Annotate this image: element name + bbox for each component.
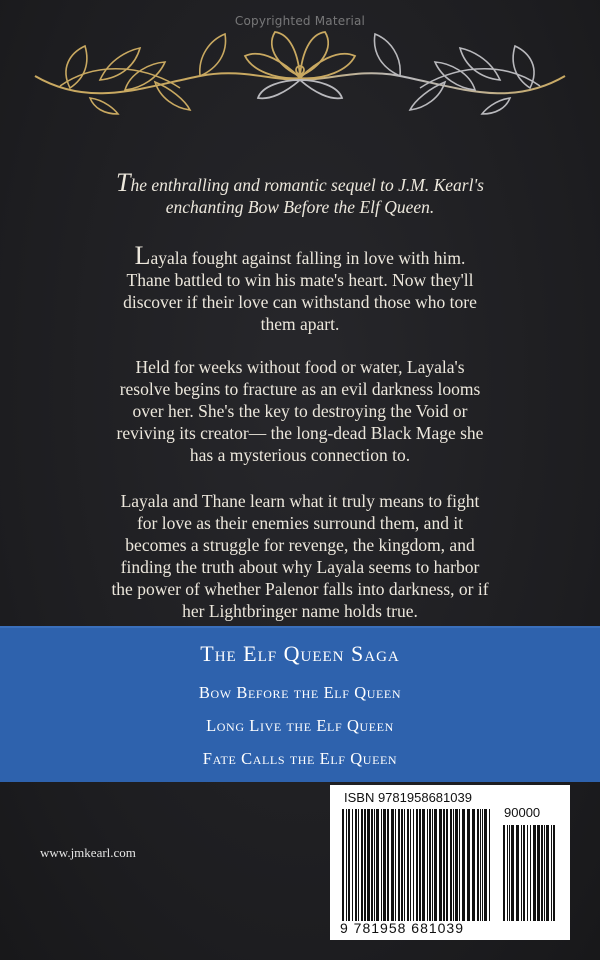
barcode-bar — [387, 809, 389, 921]
barcode-bar — [533, 825, 536, 921]
barcode-bar — [416, 809, 418, 921]
barcode-bar — [507, 825, 508, 921]
barcode-bar — [434, 809, 437, 921]
tagline — [36, 168, 564, 218]
barcode-bar — [355, 809, 357, 921]
barcode-bar — [376, 809, 379, 921]
barcode-addon-bars — [503, 825, 558, 921]
para1-dropcap: L — [134, 241, 151, 270]
para1-line-3: discover if their love can withstand those who tore — [123, 292, 477, 312]
tagline-line-1: he enthralling and romantic sequel to J.M. Kearl's — [130, 175, 484, 195]
barcode-bar — [361, 809, 363, 921]
barcode-bar — [467, 809, 470, 921]
barcode-bar — [427, 809, 428, 921]
para2-line-4: reviving its creator— the long-dead Black Mage she — [116, 423, 484, 443]
para2-line-2: resolve begins to fracture as an evil darkness looms — [119, 379, 481, 399]
barcode-bar — [401, 809, 403, 921]
barcode-bar — [391, 809, 394, 921]
series-band — [0, 626, 600, 782]
tagline-dropcap: T — [115, 168, 131, 197]
para2-line-3: over her. She's the key to destroying the Void or — [132, 401, 468, 421]
blurb-paragraph-1 — [36, 241, 564, 335]
barcode-bar — [459, 809, 460, 921]
barcode-digits: 9 781958 681039 — [340, 920, 464, 936]
copyright-watermark: Copyrighted Material — [234, 14, 366, 28]
para1-line-2: Thane battled to win his mate's heart. Now they'll — [126, 270, 474, 290]
para3-line-1: Layala and Thane learn what it truly means to fight — [120, 491, 480, 511]
barcode-bar — [364, 809, 366, 921]
series-book-1: Bow Before the Elf Queen — [198, 683, 402, 702]
barcode-bar — [489, 809, 490, 921]
barcode-bar — [450, 809, 452, 921]
isbn-label: ISBN 9781958681039 — [344, 790, 472, 805]
barcode-bar — [383, 809, 386, 921]
barcode-bar — [516, 825, 519, 921]
barcode-bar — [419, 809, 421, 921]
barcode-bar — [381, 809, 382, 921]
barcode-bar — [371, 809, 373, 921]
barcode-bar — [422, 809, 425, 921]
barcode-bar — [480, 809, 481, 921]
barcode-bar — [398, 809, 400, 921]
barcode-bar — [413, 809, 414, 921]
floral-vine-ornament — [30, 18, 570, 118]
tagline-line-2: enchanting Bow Before the Elf Queen. — [165, 197, 435, 217]
barcode-bar — [537, 825, 540, 921]
barcode-bar — [395, 809, 396, 921]
para2-line-5: has a mysterious connection to. — [189, 445, 411, 465]
blurb-paragraph-2 — [36, 356, 564, 466]
para1-line-4: them apart. — [260, 314, 340, 334]
barcode-bar — [472, 809, 475, 921]
barcode-bar — [482, 809, 483, 921]
barcode-bar — [541, 825, 543, 921]
series-book-3: Fate Calls the Elf Queen — [202, 749, 398, 768]
barcode-bar — [367, 809, 370, 921]
series-title: The Elf Queen Saga — [200, 641, 400, 666]
barcode-bar — [523, 825, 525, 921]
para3-line-3: becomes a struggle for revenge, the kingdom, and — [125, 535, 475, 555]
barcode-bar — [346, 809, 347, 921]
barcode-bar — [432, 809, 433, 921]
barcode-bar — [342, 809, 344, 921]
barcode-bar — [443, 809, 445, 921]
barcode-bar — [352, 809, 353, 921]
barcode-addon-number: 90000 — [504, 805, 541, 820]
para3-line-5: the power of whether Palenor falls into darkness, or if — [111, 579, 489, 599]
barcode-bar — [527, 825, 528, 921]
barcode-bar — [374, 809, 375, 921]
barcode-bar — [511, 825, 514, 921]
barcode-bar — [358, 809, 359, 921]
para3-line-6: her Lightbringer name holds true. — [182, 601, 418, 621]
barcode-bar — [503, 825, 505, 921]
author-website: www.jmkearl.com — [40, 845, 136, 860]
barcode-bars — [342, 809, 492, 921]
para3-line-2: for love as their enemies surround them, and it — [136, 513, 464, 533]
barcode-bar — [407, 809, 409, 921]
barcode-bar — [446, 809, 448, 921]
barcode-bar — [553, 825, 555, 921]
barcode-bar — [348, 809, 350, 921]
series-book-2: Long Live the Elf Queen — [206, 716, 394, 735]
barcode-bar — [410, 809, 411, 921]
barcode-bar — [530, 825, 531, 921]
barcode-bar — [546, 825, 549, 921]
para1-line-1: ayala fought against falling in love with him. — [150, 248, 466, 268]
barcode-bar — [429, 809, 431, 921]
barcode-bar — [477, 809, 479, 921]
barcode-bar — [455, 809, 458, 921]
barcode-bar — [509, 825, 510, 921]
barcode-bar — [439, 809, 442, 921]
blurb-paragraph-3 — [36, 490, 564, 622]
barcode-bar — [453, 809, 454, 921]
barcode-bar — [551, 825, 552, 921]
barcode-bar — [484, 809, 487, 921]
barcode-bar — [544, 825, 545, 921]
para3-line-4: finding the truth about why Layala seems to harbor — [120, 557, 480, 577]
isbn-barcode — [330, 785, 570, 940]
barcode-bar — [404, 809, 405, 921]
para2-line-1: Held for weeks without food or water, Layala's — [135, 357, 465, 377]
barcode-bar — [521, 825, 522, 921]
barcode-bar — [462, 809, 465, 921]
